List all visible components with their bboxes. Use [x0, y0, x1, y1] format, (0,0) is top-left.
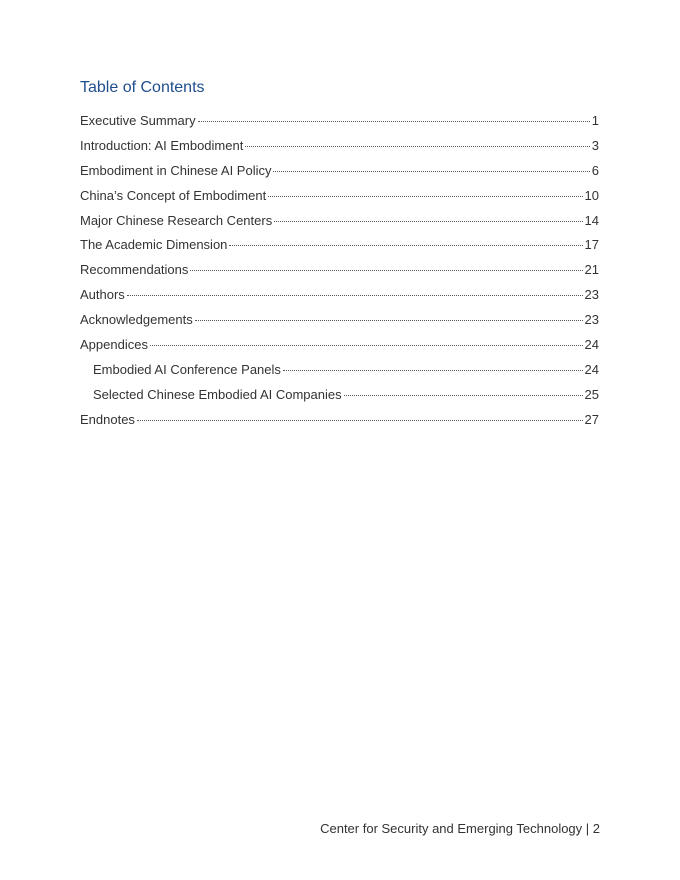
toc-entry-embodied-ai-companies[interactable]	[80, 387, 599, 412]
toc-entry-page: 17	[584, 237, 599, 253]
toc-entry-page: 6	[591, 162, 599, 178]
toc-entry-label: Acknowledgements	[80, 312, 193, 328]
toc-entry-label: Embodied AI Conference Panels	[93, 361, 281, 377]
toc-entry-page: 25	[584, 386, 599, 402]
toc-dot-leader	[195, 320, 583, 321]
toc-dot-leader	[283, 370, 583, 371]
toc-entry-label: Executive Summary	[80, 113, 196, 128]
toc-dot-leader	[274, 221, 582, 222]
toc-entry-concept-of-embodiment[interactable]	[80, 188, 599, 213]
toc-list	[80, 113, 599, 437]
toc-entry-embodiment-policy[interactable]	[80, 163, 599, 188]
toc-entry-label: The Academic Dimension	[80, 237, 228, 253]
toc-entry-page: 21	[584, 262, 599, 278]
toc-entry-page: 3	[591, 137, 599, 153]
toc-entry-page: 10	[584, 187, 599, 203]
toc-entry-label: Selected Chinese Embodied AI Companies	[93, 386, 342, 402]
toc-entry-page: 1	[591, 113, 599, 128]
toc-dot-leader	[245, 146, 589, 147]
toc-entry-academic-dimension[interactable]	[80, 237, 599, 262]
toc-entry-page: 14	[584, 212, 599, 228]
toc-entry-endnotes[interactable]	[80, 412, 599, 437]
toc-entry-acknowledgements[interactable]	[80, 312, 599, 337]
toc-entry-label: Endnotes	[80, 411, 135, 427]
toc-entry-appendices[interactable]	[80, 337, 599, 362]
toc-dot-leader	[127, 295, 583, 296]
toc-entry-conference-panels[interactable]	[80, 362, 599, 387]
toc-title: Table of Contents	[80, 79, 205, 96]
toc-dot-leader	[273, 171, 589, 172]
toc-dot-leader	[150, 345, 583, 346]
toc-entry-executive-summary[interactable]	[80, 113, 599, 138]
toc-entry-authors[interactable]	[80, 287, 599, 312]
toc-entry-page: 27	[584, 411, 599, 427]
toc-dot-leader	[190, 270, 582, 271]
toc-entry-label: Introduction: AI Embodiment	[80, 137, 244, 153]
toc-dot-leader	[198, 121, 590, 122]
toc-dot-leader	[344, 395, 583, 396]
toc-entry-label: Appendices	[80, 337, 148, 353]
toc-entry-page: 24	[584, 337, 599, 353]
toc-entry-label: Recommendations	[80, 262, 189, 278]
toc-entry-recommendations[interactable]	[80, 262, 599, 287]
toc-entry-page: 23	[584, 312, 599, 328]
toc-entry-label: Embodiment in Chinese AI Policy	[80, 162, 272, 178]
toc-entry-label: China’s Concept of Embodiment	[80, 187, 267, 203]
toc-entry-page: 24	[584, 361, 599, 377]
toc-entry-page: 23	[584, 287, 599, 303]
toc-entry-label: Major Chinese Research Centers	[80, 212, 273, 228]
toc-dot-leader	[268, 196, 582, 197]
page-footer: Center for Security and Emerging Technology | 2	[320, 821, 600, 836]
toc-dot-leader	[229, 245, 582, 246]
toc-entry-introduction[interactable]	[80, 138, 599, 163]
toc-entry-label: Authors	[80, 287, 125, 303]
toc-entry-research-centers[interactable]	[80, 213, 599, 238]
toc-dot-leader	[137, 420, 583, 421]
